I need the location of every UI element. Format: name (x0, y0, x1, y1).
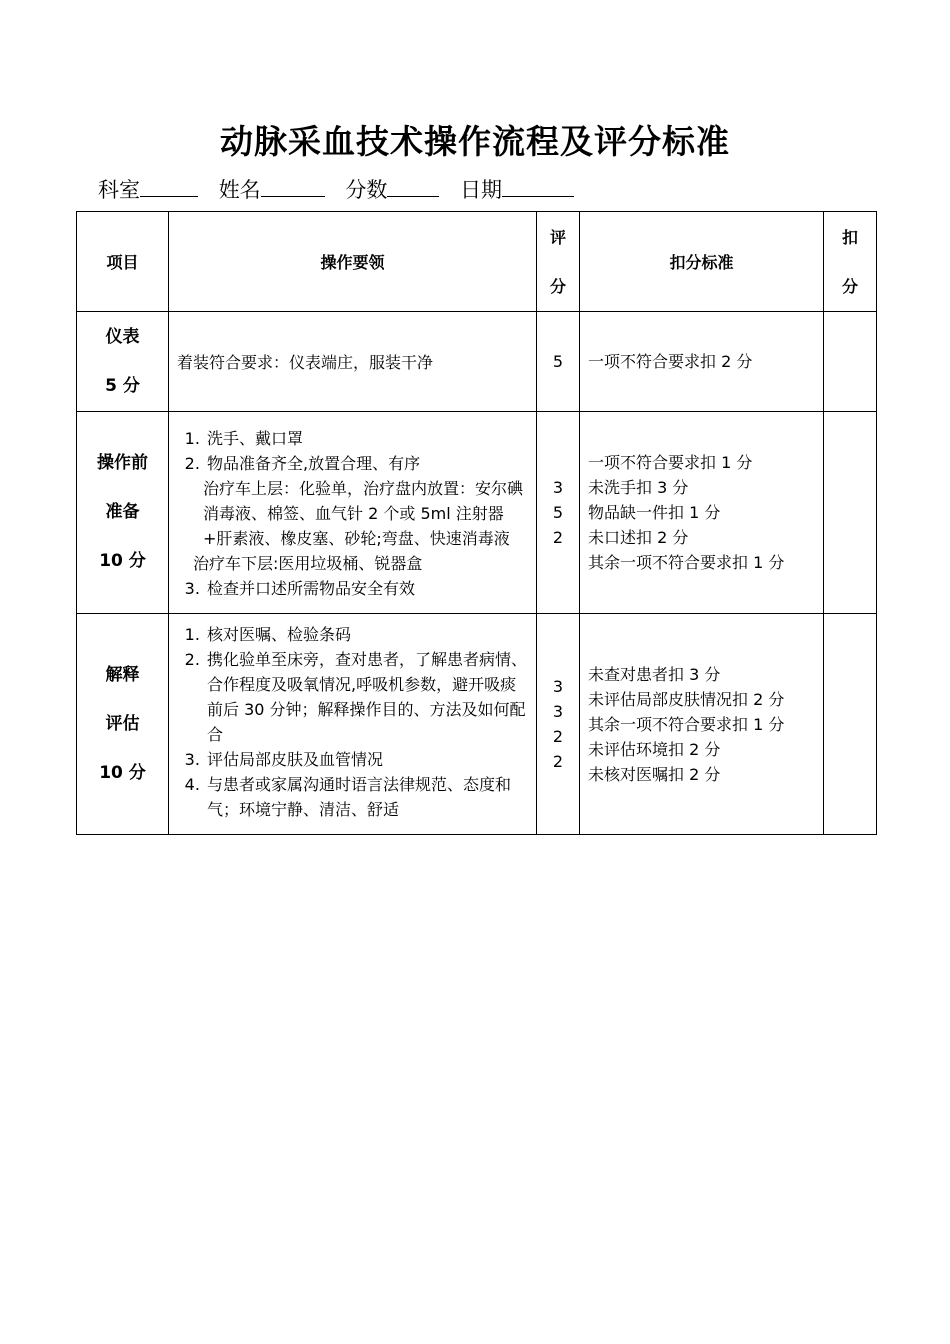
name-blank[interactable] (261, 176, 325, 197)
item-cell: 解释 评估 10 分 (77, 614, 169, 835)
list-item: 1. 核对医嘱、检验条码 (205, 622, 528, 647)
scoring-table (76, 211, 877, 835)
date-field[interactable] (460, 174, 574, 204)
minus-cell[interactable] (824, 312, 877, 412)
header-row (77, 212, 877, 312)
list-item: 4. 与患者或家属沟通时语言法律规范、态度和气；环境宁静、清洁、舒适 (205, 772, 528, 822)
header-minus: 扣 分 (824, 212, 877, 312)
date-label: 日期 (460, 178, 503, 202)
list-item: 1. 洗手、戴口罩 (205, 426, 528, 451)
dept-blank[interactable] (140, 176, 198, 197)
deduct-cell: 一项不符合要求扣 2 分 (580, 312, 824, 412)
list-item: 3. 检查并口述所需物品安全有效 (205, 576, 528, 601)
name-label: 姓名 (218, 178, 261, 202)
minus-cell[interactable] (824, 614, 877, 835)
deduct-cell: 未查对患者扣 3 分 未评估局部皮肤情况扣 2 分 其余一项不符合要求扣 1 分 未评估环境扣 2 分 未核对医嘱扣 2 分 (580, 614, 824, 835)
item-cell: 仪表 5 分 (77, 312, 169, 412)
dept-label: 科室 (98, 178, 140, 202)
score-cell: 5 (537, 312, 580, 412)
list-item: 2. 携化验单至床旁，查对患者，了解患者病情、合作程度及吸氧情况,呼吸机参数，避开吸痰前后 30 分钟；解释操作目的、方法及如何配合 (205, 647, 528, 747)
ops-subtext: 治疗车下层:医用垃圾桶、锐器盒 (193, 554, 423, 573)
header-ops: 操作要领 (169, 212, 537, 312)
score-field[interactable] (345, 174, 439, 204)
header-deduct: 扣分标准 (580, 212, 824, 312)
dept-field[interactable] (98, 174, 198, 204)
ops-subtext: 治疗车上层：化验单，治疗盘内放置：安尔碘消毒液、棉签、血气针 2 个或 5ml 注射器+肝素液、橡皮塞、砂轮;弯盘、快速消毒液 (203, 479, 524, 548)
score-blank[interactable] (387, 176, 439, 197)
date-blank[interactable] (502, 176, 574, 197)
page-title: 动脉采血技术操作流程及评分标准 (220, 122, 730, 161)
minus-cell[interactable] (824, 412, 877, 614)
ops-cell (169, 412, 537, 614)
table-row (77, 614, 877, 835)
list-item: 2. 物品准备齐全,放置合理、有序 治疗车上层：化验单，治疗盘内放置：安尔碘消毒液、棉签、血气针 2 个或 5ml 注射器+肝素液、橡皮塞、砂轮;弯盘、快速消毒液 治疗车下层:医用垃圾桶、锐器盒 (205, 451, 528, 576)
table-row (77, 312, 877, 412)
table-row (77, 412, 877, 614)
item-cell: 操作前 准备 10 分 (77, 412, 169, 614)
header-score: 评 分 (537, 212, 580, 312)
info-line (98, 174, 588, 204)
name-field[interactable] (219, 174, 325, 204)
ops-cell: 着装符合要求：仪表端庄，服装干净 (169, 312, 537, 412)
deduct-cell: 一项不符合要求扣 1 分 未洗手扣 3 分 物品缺一件扣 1 分 未口述扣 2 分 其余一项不符合要求扣 1 分 (580, 412, 824, 614)
score-cell: 3 3 2 2 (537, 614, 580, 835)
list-item: 3. 评估局部皮肤及血管情况 (205, 747, 528, 772)
ops-cell (169, 614, 537, 835)
score-cell: 3 5 2 (537, 412, 580, 614)
header-item: 项目 (77, 212, 169, 312)
score-label: 分数 (345, 178, 388, 202)
